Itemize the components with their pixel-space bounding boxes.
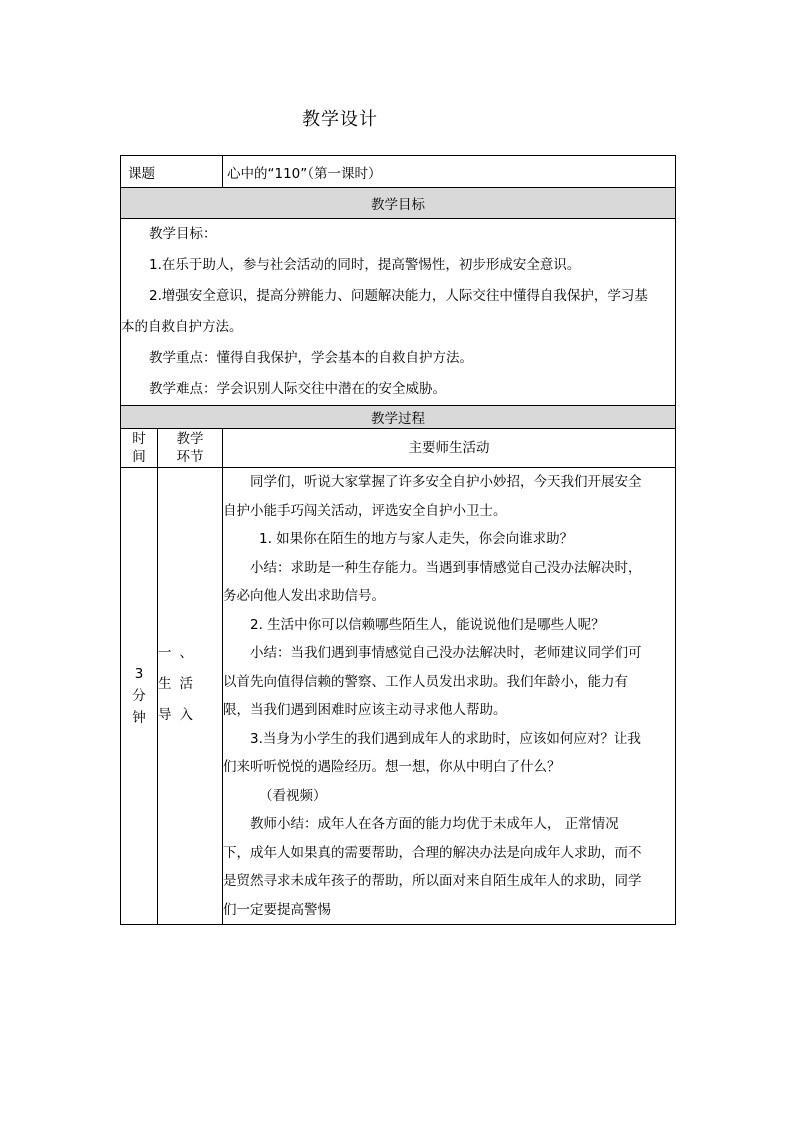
time-column-header bbox=[121, 429, 158, 468]
teacher-summary-continued: 下，成年人如果真的需要帮助，合理的解决办法是向成年人求助，而不 bbox=[223, 844, 642, 861]
activity-line: 自护小能手巧闯关活动，评选安全自护小卫士。 bbox=[223, 502, 507, 519]
key-point: 教学重点：懂得自我保护，学会基本的自救自护方法。 bbox=[149, 350, 473, 366]
section-time bbox=[121, 468, 158, 925]
time-value: 3 bbox=[134, 666, 144, 682]
summary-2-continued: 限，当我们遇到困难时应该主动寻求他人帮助。 bbox=[223, 702, 507, 718]
section-activity bbox=[223, 468, 676, 925]
summary-1-continued: 务必向他人发出求助信号。 bbox=[223, 588, 385, 604]
step-name-line1: 生活 bbox=[158, 675, 201, 692]
teacher-summary-continued: 是贸然寻求未成年孩子的帮助，所以面对来自陌生成年人的求助，同学 bbox=[223, 873, 642, 889]
topic-value: 心中的“110”（第一课时） bbox=[223, 156, 676, 188]
summary-2-continued: 以首先向值得信赖的警察、工作人员发出求助。我们年龄小，能力有 bbox=[223, 673, 628, 690]
topic-row bbox=[121, 156, 676, 188]
objectives-header: 教学目标 bbox=[121, 188, 676, 219]
objectives-row bbox=[121, 219, 676, 406]
teacher-summary: 教师小结：成年人在各方面的能力均优于未成年人， 正常情况 bbox=[250, 816, 619, 832]
objectives-header-row bbox=[121, 188, 676, 219]
objective-item: 2.增强安全意识，提高分辨能力、问题解决能力，人际交往中懂得自我保护，学习基 bbox=[149, 288, 648, 304]
watch-video-note: （看视频） bbox=[259, 787, 327, 804]
difficult-point: 教学难点：学会识别人际交往中潜在的安全威胁。 bbox=[149, 381, 446, 397]
column-header-row bbox=[121, 429, 676, 468]
time-header-line2: 间 bbox=[132, 449, 146, 465]
objectives-content bbox=[121, 219, 676, 406]
step-name-line2: 导入 bbox=[158, 706, 201, 723]
step-header-line1: 教学 bbox=[176, 431, 204, 447]
activity-column-header: 主要师生活动 bbox=[223, 429, 676, 468]
objective-item: 1.在乐于助人，参与社会活动的同时，提高警惕性，初步形成安全意识。 bbox=[149, 257, 581, 273]
question-2: 2. 生活中你可以信赖哪些陌生人，能说说他们是哪些人呢？ bbox=[250, 616, 605, 633]
time-header-line1: 时 bbox=[132, 431, 146, 447]
step-column-header bbox=[158, 429, 223, 468]
process-header-row bbox=[121, 406, 676, 429]
question-3-continued: 们来听听悦悦的遇险经历。想一想，你从中明白了什么？ bbox=[223, 759, 561, 775]
summary-1: 小结：求助是一种生存能力。当遇到事情感觉自己没办法解决时， bbox=[250, 559, 642, 576]
time-unit-line1: 分 bbox=[132, 688, 146, 704]
page-title: 教学设计 bbox=[302, 109, 378, 130]
time-unit-line2: 钟 bbox=[132, 710, 146, 726]
question-1: 1. 如果你在陌生的地方与家人走失，你会向谁求助？ bbox=[259, 531, 574, 547]
question-3: 3.当身为小学生的我们遇到成年人的求助时，应该如何应对？让我 bbox=[250, 730, 641, 747]
step-number: 一、 bbox=[158, 644, 201, 661]
process-header: 教学过程 bbox=[121, 406, 676, 429]
section-row bbox=[121, 468, 676, 925]
activity-line: 同学们，听说大家掌握了许多安全自护小妙招，今天我们开展安全 bbox=[250, 474, 642, 490]
topic-label: 课题 bbox=[121, 156, 223, 188]
summary-2: 小结：当我们遇到事情感觉自己没办法解决时，老师建议同学们可 bbox=[250, 645, 642, 661]
step-header-line2: 环节 bbox=[176, 449, 204, 465]
objective-item-continued: 本的自救自护方法。 bbox=[121, 319, 243, 335]
lesson-plan-table bbox=[120, 155, 676, 925]
teacher-summary-continued: 们一定要提高警惕 bbox=[223, 901, 331, 918]
section-step bbox=[158, 468, 223, 925]
objectives-intro: 教学目标： bbox=[149, 226, 217, 242]
